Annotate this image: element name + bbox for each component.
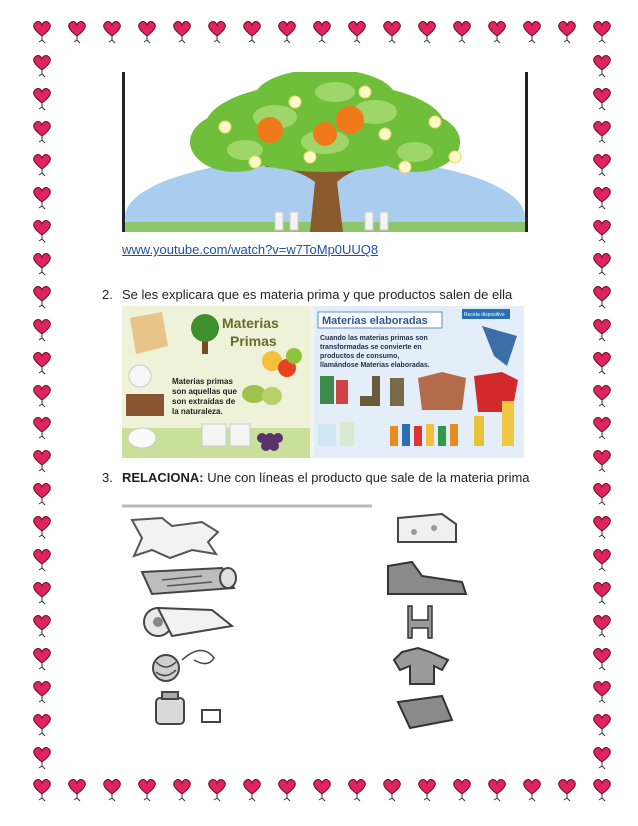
tree-illustration xyxy=(122,72,528,232)
heart-icon xyxy=(277,778,297,804)
paper-roll-icon xyxy=(144,608,232,636)
heart-icon xyxy=(522,20,542,46)
heart-icon xyxy=(522,778,542,804)
heart-icon xyxy=(592,680,612,706)
heart-icon xyxy=(592,120,612,146)
heart-icon xyxy=(592,449,612,475)
heart-icon xyxy=(277,20,297,46)
heart-icon xyxy=(32,20,52,46)
heart-icon xyxy=(592,746,612,772)
heart-icon xyxy=(452,20,472,46)
materias-image xyxy=(122,306,524,458)
materias-primas-title-1: Materias xyxy=(222,315,279,331)
heart-icon xyxy=(32,746,52,772)
heart-icon xyxy=(32,647,52,673)
tree-image xyxy=(125,72,525,232)
heart-icon xyxy=(487,778,507,804)
materias-illustration xyxy=(122,306,524,458)
chair-icon xyxy=(408,606,432,638)
heart-icon xyxy=(32,153,52,179)
heart-icon xyxy=(592,285,612,311)
materias-elaboradas-title: Materias elaboradas xyxy=(322,315,428,327)
heart-icon xyxy=(382,778,402,804)
heart-icon xyxy=(137,778,157,804)
heart-icon xyxy=(592,416,612,442)
heart-icon xyxy=(592,713,612,739)
heart-icon xyxy=(592,548,612,574)
heart-icon xyxy=(67,20,87,46)
heart-icon xyxy=(592,20,612,46)
heart-icon xyxy=(592,186,612,212)
heart-icon xyxy=(417,20,437,46)
mp-caption-3: son extraídas de xyxy=(172,397,236,406)
heart-icon xyxy=(592,384,612,410)
heart-icon xyxy=(592,515,612,541)
heart-icon xyxy=(312,20,332,46)
heart-icon xyxy=(312,778,332,804)
tray-icon xyxy=(398,696,452,728)
item-text: Une con líneas el producto que sale de la materia prima xyxy=(203,470,530,485)
list-item-2 xyxy=(102,287,512,302)
heart-icon xyxy=(32,54,52,80)
heart-icon xyxy=(557,20,577,46)
heart-icon xyxy=(347,778,367,804)
heart-icon xyxy=(242,778,262,804)
heart-icon xyxy=(32,449,52,475)
mp-caption-2: son aquellas que xyxy=(172,387,237,396)
heart-icon xyxy=(382,20,402,46)
heart-icon xyxy=(32,87,52,113)
heart-icon xyxy=(32,219,52,245)
heart-icon xyxy=(32,778,52,804)
heart-icon xyxy=(32,252,52,278)
relaciona-worksheet xyxy=(122,502,492,742)
heart-icon xyxy=(32,548,52,574)
me-caption-2: transformadas se convierte en xyxy=(320,344,422,351)
heart-icon xyxy=(172,20,192,46)
heart-icon xyxy=(32,614,52,640)
heart-icon xyxy=(592,482,612,508)
item-number: 2. xyxy=(102,287,113,302)
heart-icon xyxy=(102,20,122,46)
sweater-icon xyxy=(394,648,448,684)
heart-icon xyxy=(592,219,612,245)
heart-icon xyxy=(347,20,367,46)
receta-badge: Receta dispositivo xyxy=(464,312,505,318)
heart-icon xyxy=(32,515,52,541)
heart-icon xyxy=(592,581,612,607)
materias-primas-title-2: Primas xyxy=(230,333,277,349)
heart-icon xyxy=(32,186,52,212)
heart-icon xyxy=(32,318,52,344)
heart-icon xyxy=(32,713,52,739)
item-bold-label: RELACIONA: xyxy=(122,470,204,485)
heart-icon xyxy=(172,778,192,804)
heart-icon xyxy=(207,20,227,46)
heart-icon xyxy=(32,482,52,508)
heart-icon xyxy=(32,351,52,377)
heart-icon xyxy=(32,581,52,607)
item-number: 3. xyxy=(102,470,113,485)
heart-icon xyxy=(67,778,87,804)
heart-icon xyxy=(592,778,612,804)
yarn-ball-icon xyxy=(153,650,214,681)
me-caption-3: productos de consumo, xyxy=(320,353,400,360)
me-caption-4: llamándose Materias elaboradas. xyxy=(320,362,430,369)
heart-icon xyxy=(592,318,612,344)
heart-icon xyxy=(487,20,507,46)
heart-icon xyxy=(207,778,227,804)
heart-icon xyxy=(102,778,122,804)
jar-icon xyxy=(156,692,220,724)
leather-hide-icon xyxy=(132,518,218,558)
heart-icon xyxy=(592,614,612,640)
me-caption-1: Cuando las materias primas son xyxy=(320,335,428,342)
relaciona-drawing xyxy=(122,502,492,742)
heart-icon xyxy=(32,120,52,146)
heart-icon xyxy=(592,351,612,377)
item-text: Se les explicara que es materia prima y que productos salen de ella xyxy=(122,287,513,302)
heart-icon xyxy=(32,285,52,311)
mp-caption-1: Materias primas xyxy=(172,377,233,386)
heart-icon xyxy=(32,384,52,410)
heart-icon xyxy=(32,416,52,442)
heart-icon xyxy=(557,778,577,804)
mp-caption-4: la naturaleza. xyxy=(172,407,223,416)
list-item-3 xyxy=(102,470,530,485)
heart-icon xyxy=(592,87,612,113)
cheese-icon xyxy=(398,514,456,542)
heart-icon xyxy=(242,20,262,46)
heart-icon xyxy=(452,778,472,804)
heart-icon xyxy=(592,647,612,673)
shoe-icon xyxy=(388,562,466,594)
heart-icon xyxy=(592,252,612,278)
heart-icon xyxy=(137,20,157,46)
heart-icon xyxy=(32,680,52,706)
youtube-link[interactable]: www.youtube.com/watch?v=w7ToMp0UUQ8 xyxy=(122,242,379,257)
log-icon xyxy=(142,568,236,594)
heart-icon xyxy=(417,778,437,804)
heart-icon xyxy=(592,54,612,80)
heart-icon xyxy=(592,153,612,179)
